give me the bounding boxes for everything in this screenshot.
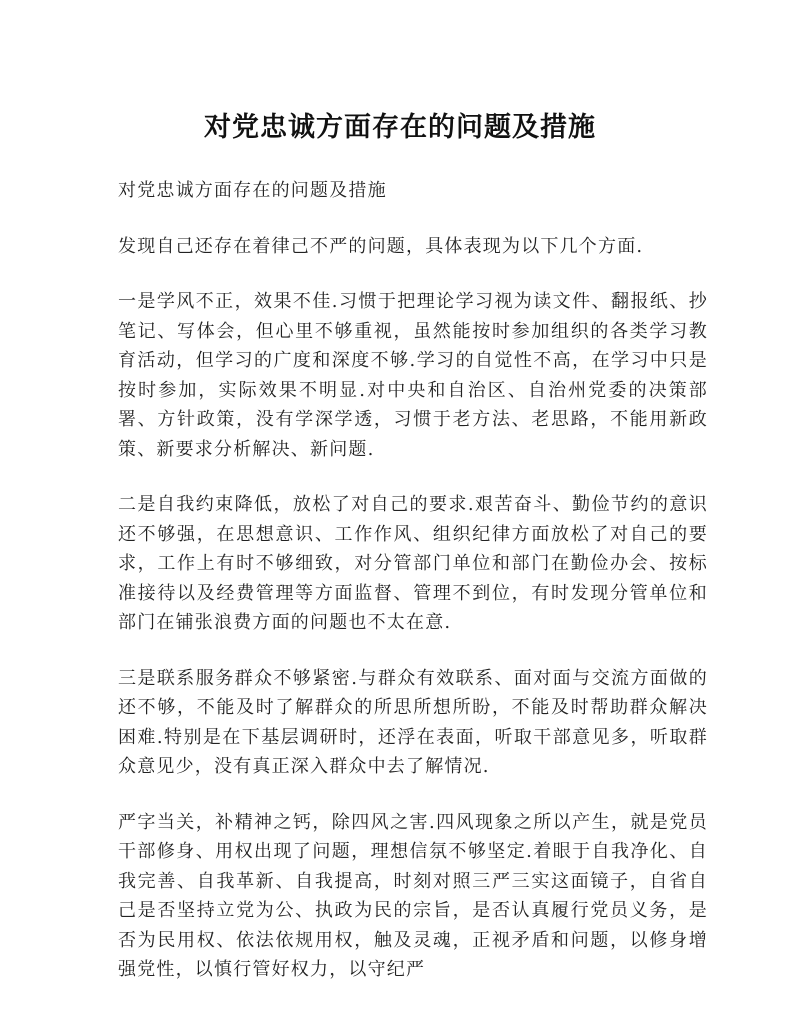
issue-two-paragraph: 二是自我约束降低，放松了对自己的要求.艰苦奋斗、勤俭节约的意识还不够强，在思想意识、工作作风、组织纪律方面放松了对自己的要求，工作上有时不够细致，对分管部门单位和部门在勤俭办会、按标准接待以及经费管理等方面监督、管理不到位，有时发现分管单位和部门在铺张浪费方面的问题也不太在意. <box>118 494 708 633</box>
measures-paragraph: 严字当关，补精神之钙，除四风之害.四风现象之所以产生，就是党员干部修身、用权出现了问题，理想信氛不够坚定.着眼于自我净化、自我完善、自我革新、自我提高，时刻对照三严三实这面镜子，自省自己是否坚持立党为公、执政为民的宗旨，是否认真履行党员义务，是否为民用权、依法依规用权，触及灵魂，正视矛盾和问题，以修身增强党性，以慎行管好权力，以守纪严 <box>118 811 708 980</box>
issue-one-paragraph: 一是学风不正，效果不佳.习惯于把理论学习视为读文件、翻报纸、抄笔记、写体会，但心里不够重视，虽然能按时参加组织的各类学习教育活动，但学习的广度和深度不够.学习的自觉性不高，在学习中只是按时参加，实际效果不明显.对中央和自治区、自治州党委的决策部署、方针政策，没有学深学透，习惯于老方法、老思路，不能用新政策、新要求分析解决、新问题. <box>118 291 708 460</box>
subtitle-paragraph: 对党忠诚方面存在的问题及措施 <box>118 180 387 201</box>
document-title: 对党忠诚方面存在的问题及措施 <box>204 112 596 143</box>
intro-paragraph: 发现自己还存在着律己不严的问题，具体表现为以下几个方面. <box>118 235 644 257</box>
issue-three-paragraph: 三是联系服务群众不够紧密.与群众有效联系、面对面与交流方面做的还不够，不能及时了解群众的所思所想所盼，不能及时帮助群众解决困难.特别是在下基层调研时，还浮在表面，听取干部意见多，听取群众意见少，没有真正深入群众中去了解情况. <box>118 667 708 777</box>
document-body <box>118 176 708 1011</box>
